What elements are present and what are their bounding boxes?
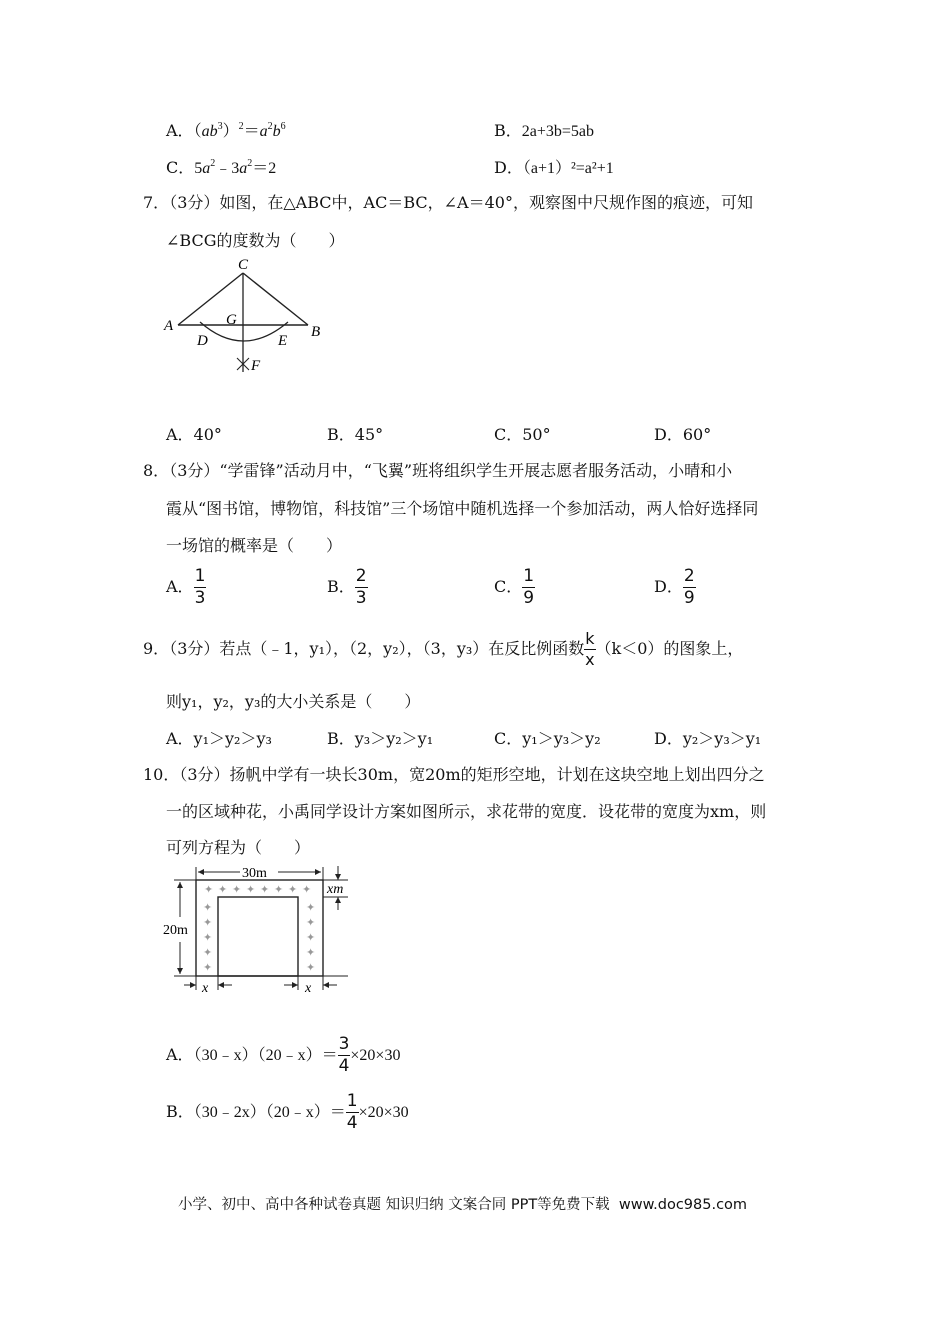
flower-mark: ✦: [288, 884, 298, 896]
q6-option-a: A．$(ab^3)^2=a^2b^6$: [166, 121, 286, 140]
label-d: D: [197, 333, 208, 349]
flower-mark: ✦: [306, 917, 316, 929]
q8-option-d: D． $\frac{2}{9}$: [654, 566, 695, 608]
flower-mark: ✦: [203, 947, 213, 959]
q7-option-a: A．40°: [166, 425, 222, 444]
q8-stem-line2: 霞从“图书馆，博物馆，科技馆”三个场馆中随机选择一个参加活动，两人恰好选择同: [166, 499, 759, 518]
q9-stem-line2: 则y₁，y₂，y₃的大小关系是（ ）: [166, 692, 421, 711]
q6-option-c: C．$5a^2﹣3a^2=2$: [166, 158, 277, 177]
footer-text: 小学、初中、高中各种试卷真题 知识归纳 文案合同 PPT等免费下载: [178, 1197, 610, 1213]
flower-mark: ✦: [232, 884, 242, 896]
flower-mark: ✦: [203, 962, 213, 974]
q10-option-a: A．（30﹣x）（20﹣x）＝ $\frac{3}{4}$ ×20×30: [166, 1034, 401, 1076]
q9-option-b: B．y₃＞y₂＞y₁: [327, 729, 434, 748]
flower-mark: ✦: [203, 917, 213, 929]
q7-option-c: C．50°: [494, 425, 551, 444]
q6-option-d: D．（a+1）²=a²+1: [494, 158, 614, 177]
label-30m: 30m: [242, 866, 267, 881]
inner-rectangle: [218, 897, 298, 976]
flower-mark: ✦: [260, 884, 270, 896]
q10-stem-line1: 10．（3分）扬帆中学有一块长30m，宽20m的矩形空地，计划在这块空地上划出四分之: [143, 765, 765, 784]
footer-url[interactable]: www.doc985.com: [618, 1197, 748, 1213]
label-e: E: [278, 333, 288, 349]
fraction: $\frac{1}{4}$: [346, 1091, 358, 1133]
label-a: A: [164, 318, 174, 334]
label-f: F: [251, 358, 261, 374]
q7-triangle-figure: [160, 252, 335, 382]
q9-option-a: A．y₁＞y₂＞y₃: [166, 729, 272, 748]
flower-mark: ✦: [203, 932, 213, 944]
flower-mark: ✦: [306, 902, 316, 914]
fraction: $\frac{1}{9}$: [523, 566, 535, 608]
flower-mark: ✦: [306, 947, 316, 959]
label-b: B: [311, 324, 321, 340]
label-xm: xm: [327, 882, 344, 897]
flower-mark: ✦: [246, 884, 256, 896]
label-20m: 20m: [163, 923, 188, 938]
q9-option-d: D．y₂＞y₃＞y₁: [654, 729, 762, 748]
q6-option-b: B．2a+3b=5ab: [494, 121, 595, 140]
q7-option-d: D．60°: [654, 425, 712, 444]
fraction: $\frac{1}{3}$: [194, 566, 206, 608]
q8-option-a: A． $\frac{1}{3}$: [166, 566, 206, 608]
page-footer: [178, 1193, 747, 1214]
flower-mark: ✦: [306, 932, 316, 944]
flower-mark: ✦: [302, 884, 312, 896]
q10-option-b: B．（30﹣2x）（20﹣x）＝ $\frac{1}{4}$ ×20×30: [166, 1091, 409, 1133]
flower-mark: ✦: [274, 884, 284, 896]
flower-mark: ✦: [203, 902, 213, 914]
label-x-left: x: [202, 981, 209, 996]
q8-stem-line3: 一场馆的概率是（ ）: [166, 536, 343, 555]
label-c: C: [238, 257, 249, 273]
q8-option-c: C． $\frac{1}{9}$: [494, 566, 535, 608]
q7-stem-line2: ∠BCG的度数为（ ）: [166, 231, 345, 250]
flower-mark: ✦: [306, 962, 316, 974]
q10-stem-line3: 可列方程为（ ）: [166, 838, 311, 857]
fraction: $\frac{2}{9}$: [683, 566, 695, 608]
fraction: $\frac{3}{4}$: [338, 1034, 350, 1076]
q8-option-b: B． $\frac{2}{3}$: [327, 566, 367, 608]
q10-stem-line2: 一的区域种花，小禹同学设计方案如图所示，求花带的宽度．设花带的宽度为xm，则: [166, 802, 767, 821]
q9-stem-line1: 9．（3分）若点（﹣1，y₁），（2，y₂），（3，y₃）在反比例函数 $\frac{k}{x}$ （k＜0）的图象上，: [143, 629, 744, 669]
label-x-right: x: [305, 981, 312, 996]
side-bc: [243, 273, 308, 325]
q7-option-b: B．45°: [327, 425, 384, 444]
flower-mark: ✦: [204, 884, 214, 896]
q10-garden-figure: [160, 862, 350, 997]
q8-stem-line1: 8．（3分）“学雷锋”活动月中，“飞翼”班将组织学生开展志愿者服务活动，小晴和小: [143, 461, 733, 480]
q9-option-c: C．y₁＞y₃＞y₂: [494, 729, 601, 748]
flower-mark: ✦: [218, 884, 228, 896]
fraction-k-over-x: $\frac{k}{x}$: [585, 629, 595, 669]
q7-stem-line1: 7．（3分）如图，在△ABC中，AC＝BC，∠A＝40°，观察图中尺规作图的痕迹，可知: [143, 193, 753, 212]
fraction: $\frac{2}{3}$: [355, 566, 367, 608]
label-g: G: [226, 312, 237, 328]
